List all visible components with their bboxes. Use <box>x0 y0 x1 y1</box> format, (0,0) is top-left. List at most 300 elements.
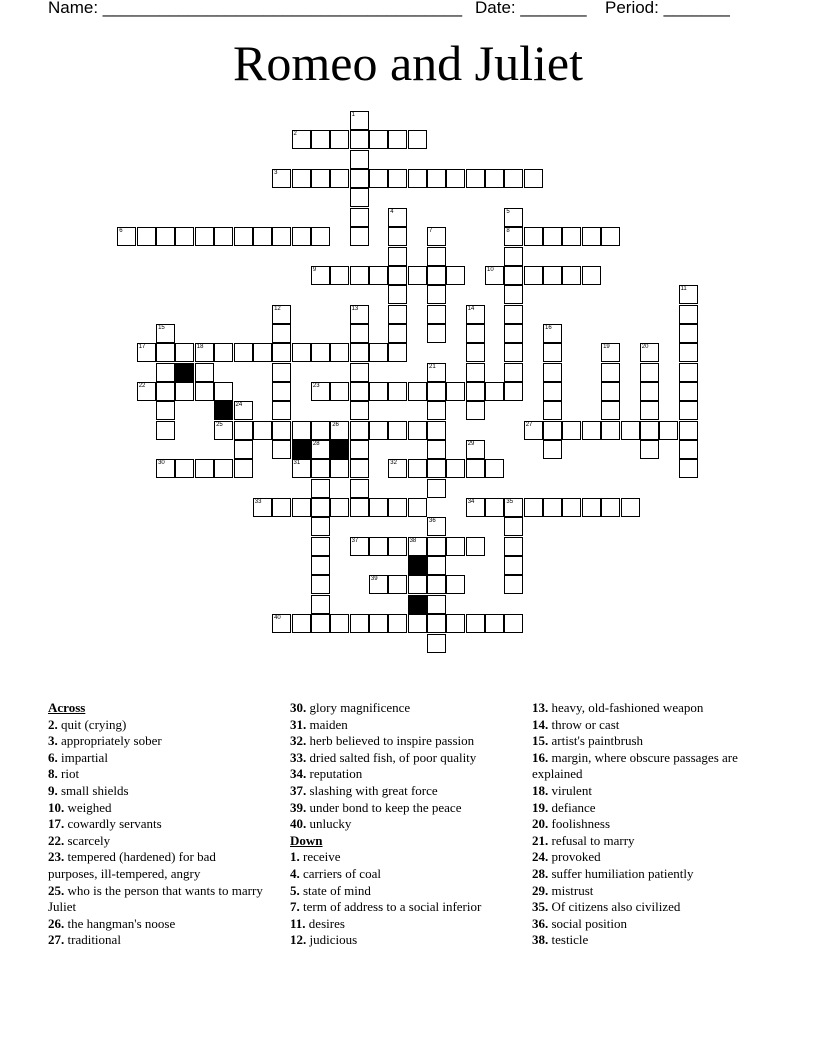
grid-cell[interactable] <box>485 382 504 401</box>
grid-cell[interactable] <box>679 459 698 478</box>
grid-cell[interactable] <box>427 305 446 324</box>
grid-cell[interactable] <box>504 614 523 633</box>
grid-cell[interactable] <box>369 169 388 188</box>
grid-cell[interactable] <box>330 498 349 517</box>
grid-cell[interactable] <box>562 498 581 517</box>
grid-cell[interactable] <box>427 401 446 420</box>
grid-cell[interactable] <box>350 614 369 633</box>
clue-item-text: artist's paintbrush <box>548 733 644 749</box>
grid-cell[interactable] <box>350 498 369 517</box>
clue-item-text: impartial <box>57 749 108 765</box>
grid-cell[interactable] <box>640 421 659 440</box>
grid-cell[interactable] <box>292 459 311 478</box>
grid-cell[interactable] <box>311 130 330 149</box>
grid-cell[interactable] <box>272 421 291 440</box>
grid-cell[interactable] <box>156 382 175 401</box>
grid-cell[interactable] <box>350 305 369 324</box>
grid-cell[interactable] <box>214 227 233 246</box>
grid-cell[interactable] <box>156 227 175 246</box>
grid-cell[interactable] <box>466 305 485 324</box>
clue-item-text: heavy, old-fashioned weapon <box>548 700 704 715</box>
grid-cell[interactable] <box>408 459 427 478</box>
grid-cell[interactable] <box>427 421 446 440</box>
period-field-label[interactable]: Period: _______ <box>605 0 730 17</box>
grid-cell[interactable] <box>253 227 272 246</box>
clue-column-2 <box>290 700 515 949</box>
clue-item-number: 22. <box>48 832 65 848</box>
clue-item-number: 33. <box>290 749 307 765</box>
clue-number: 13 <box>351 305 359 312</box>
grid-cell[interactable] <box>388 382 407 401</box>
grid-cell[interactable] <box>272 401 291 420</box>
grid-cell[interactable] <box>214 459 233 478</box>
grid-cell[interactable] <box>156 324 175 343</box>
grid-cell[interactable] <box>330 343 349 362</box>
grid-cell[interactable] <box>388 266 407 285</box>
grid-cell[interactable] <box>253 343 272 362</box>
grid-cell[interactable] <box>350 363 369 382</box>
grid-cell[interactable] <box>311 537 330 556</box>
grid-cell[interactable] <box>543 324 562 343</box>
grid-cell[interactable] <box>156 363 175 382</box>
grid-cell[interactable] <box>292 614 311 633</box>
grid-cell[interactable] <box>466 324 485 343</box>
grid-cell[interactable] <box>272 305 291 324</box>
name-field-label[interactable]: Name: ______________________________________ <box>48 0 463 17</box>
clue-item-number: 27. <box>48 932 65 948</box>
grid-cell[interactable] <box>543 227 562 246</box>
grid-cell[interactable] <box>272 498 291 517</box>
grid-cell[interactable] <box>195 459 214 478</box>
clue-item-number: 23. <box>48 849 65 865</box>
grid-cell[interactable] <box>466 498 485 517</box>
grid-cell[interactable] <box>543 498 562 517</box>
grid-cell[interactable] <box>369 266 388 285</box>
grid-cell[interactable] <box>640 382 659 401</box>
clue-item-number: 3. <box>48 733 58 749</box>
grid-cell[interactable] <box>350 343 369 362</box>
grid-cell[interactable] <box>601 343 620 362</box>
grid-cell[interactable] <box>562 227 581 246</box>
grid-cell[interactable] <box>640 343 659 362</box>
grid-cell[interactable] <box>350 459 369 478</box>
clue-item <box>48 750 268 767</box>
grid-cell[interactable] <box>582 227 601 246</box>
grid-cell[interactable] <box>311 614 330 633</box>
clue-item-text: who is the person that wants to marry Juliet <box>48 882 263 915</box>
grid-cell[interactable] <box>350 440 369 459</box>
grid-cell[interactable] <box>466 343 485 362</box>
grid-cell[interactable] <box>330 130 349 149</box>
grid-cell[interactable] <box>504 285 523 304</box>
grid-cell[interactable] <box>272 324 291 343</box>
grid-cell[interactable] <box>679 363 698 382</box>
clue-item-text: traditional <box>64 932 121 948</box>
grid-cell[interactable] <box>427 266 446 285</box>
grid-cell[interactable] <box>679 421 698 440</box>
grid-cell[interactable] <box>427 595 446 614</box>
grid-cell[interactable] <box>311 595 330 614</box>
grid-cell[interactable] <box>350 324 369 343</box>
grid-cell[interactable] <box>408 169 427 188</box>
grid-cell[interactable] <box>350 266 369 285</box>
grid-cell[interactable] <box>504 169 523 188</box>
grid-cell[interactable] <box>427 556 446 575</box>
grid-cell[interactable] <box>330 169 349 188</box>
grid-cell[interactable] <box>311 440 330 459</box>
grid-cell[interactable] <box>582 421 601 440</box>
grid-cell[interactable] <box>504 537 523 556</box>
grid-cell[interactable] <box>195 382 214 401</box>
clue-item-text: the hangman's noose <box>64 915 176 931</box>
grid-cell[interactable] <box>272 227 291 246</box>
grid-cell[interactable] <box>601 401 620 420</box>
clue-item <box>48 816 268 833</box>
clue-number: 12 <box>274 305 281 312</box>
grid-cell[interactable] <box>234 227 253 246</box>
grid-cell[interactable] <box>156 343 175 362</box>
grid-cell[interactable] <box>388 305 407 324</box>
grid-cell[interactable] <box>137 227 156 246</box>
grid-cell[interactable] <box>234 440 253 459</box>
grid-cell[interactable] <box>427 363 446 382</box>
grid-cell[interactable] <box>311 498 330 517</box>
grid-cell[interactable] <box>601 363 620 382</box>
grid-cell[interactable] <box>292 130 311 149</box>
grid-cell[interactable] <box>408 421 427 440</box>
clue-item-number: 37. <box>290 782 307 798</box>
clue-item <box>532 916 772 933</box>
grid-cell[interactable] <box>388 169 407 188</box>
grid-cell[interactable] <box>562 421 581 440</box>
clue-number: 22 <box>138 382 146 389</box>
grid-cell[interactable] <box>388 537 407 556</box>
grid-cell[interactable] <box>311 479 330 498</box>
grid-cell[interactable] <box>175 382 194 401</box>
clue-number: 28 <box>312 441 320 447</box>
grid-cell[interactable] <box>446 614 465 633</box>
grid-cell[interactable] <box>466 614 485 633</box>
grid-cell[interactable] <box>427 575 446 594</box>
grid-cell[interactable] <box>562 266 581 285</box>
grid-cell[interactable] <box>543 363 562 382</box>
grid-cell[interactable] <box>504 498 523 517</box>
grid-cell[interactable] <box>175 459 194 478</box>
grid-cell[interactable] <box>388 575 407 594</box>
grid-cell[interactable] <box>311 227 330 246</box>
clue-item-text: term of address to a social inferior <box>299 899 482 915</box>
grid-cell[interactable] <box>427 537 446 556</box>
grid-cell[interactable] <box>679 343 698 362</box>
grid-cell[interactable] <box>427 285 446 304</box>
grid-cell[interactable] <box>292 169 311 188</box>
grid-cell[interactable] <box>524 421 543 440</box>
grid-cell[interactable] <box>292 421 311 440</box>
clue-item-number: 31. <box>290 716 307 732</box>
clue-item-number: 12. <box>290 932 307 948</box>
grid-cell[interactable] <box>504 208 523 227</box>
grid-cell[interactable] <box>408 266 427 285</box>
clue-item-text: provoked <box>548 849 601 865</box>
grid-cell[interactable] <box>117 227 136 246</box>
grid-cell[interactable] <box>350 111 369 130</box>
grid-cell[interactable] <box>427 634 446 653</box>
grid-cell[interactable] <box>272 382 291 401</box>
grid-cell[interactable] <box>272 363 291 382</box>
grid-cell[interactable] <box>640 401 659 420</box>
grid-cell[interactable] <box>408 498 427 517</box>
grid-cell[interactable] <box>466 363 485 382</box>
grid-cell[interactable] <box>330 421 349 440</box>
grid-cell[interactable] <box>156 421 175 440</box>
clue-item <box>48 717 268 734</box>
grid-cell[interactable] <box>524 498 543 517</box>
grid-cell[interactable] <box>214 343 233 362</box>
grid-cell[interactable] <box>427 614 446 633</box>
grid-cell[interactable] <box>214 421 233 440</box>
black-square <box>175 363 194 382</box>
grid-cell[interactable] <box>388 614 407 633</box>
grid-cell[interactable] <box>504 343 523 362</box>
grid-cell[interactable] <box>369 575 388 594</box>
grid-cell[interactable] <box>388 227 407 246</box>
clue-item-text: cowardly servants <box>64 816 162 832</box>
grid-cell[interactable] <box>311 421 330 440</box>
grid-cell[interactable] <box>427 459 446 478</box>
clue-item-number: 5. <box>290 882 300 898</box>
grid-cell[interactable] <box>195 343 214 362</box>
grid-cell[interactable] <box>582 498 601 517</box>
grid-cell[interactable] <box>311 517 330 536</box>
grid-cell[interactable] <box>311 459 330 478</box>
grid-cell[interactable] <box>330 382 349 401</box>
grid-cell[interactable] <box>504 363 523 382</box>
grid-cell[interactable] <box>234 401 253 420</box>
grid-cell[interactable] <box>504 575 523 594</box>
grid-cell[interactable] <box>504 227 523 246</box>
grid-cell[interactable] <box>408 130 427 149</box>
grid-cell[interactable] <box>388 459 407 478</box>
grid-cell[interactable] <box>504 556 523 575</box>
grid-cell[interactable] <box>504 382 523 401</box>
grid-cell[interactable] <box>504 517 523 536</box>
grid-cell[interactable] <box>485 169 504 188</box>
grid-cell[interactable] <box>388 285 407 304</box>
grid-cell[interactable] <box>137 382 156 401</box>
grid-cell[interactable] <box>234 343 253 362</box>
grid-cell[interactable] <box>253 498 272 517</box>
grid-cell[interactable] <box>466 169 485 188</box>
grid-cell[interactable] <box>659 421 678 440</box>
grid-cell[interactable] <box>427 169 446 188</box>
grid-cell[interactable] <box>640 440 659 459</box>
clue-number: 14 <box>467 305 475 312</box>
grid-cell[interactable] <box>427 517 446 536</box>
grid-cell[interactable] <box>582 266 601 285</box>
grid-cell[interactable] <box>311 343 330 362</box>
grid-cell[interactable] <box>272 169 291 188</box>
grid-cell[interactable] <box>427 324 446 343</box>
grid-cell[interactable] <box>234 421 253 440</box>
grid-cell[interactable] <box>446 266 465 285</box>
grid-cell[interactable] <box>446 537 465 556</box>
grid-cell[interactable] <box>311 266 330 285</box>
date-field-label[interactable]: Date: _______ <box>475 0 587 17</box>
grid-cell[interactable] <box>369 382 388 401</box>
grid-cell[interactable] <box>601 421 620 440</box>
grid-cell[interactable] <box>369 343 388 362</box>
grid-cell[interactable] <box>679 401 698 420</box>
grid-cell[interactable] <box>369 498 388 517</box>
grid-cell[interactable] <box>175 343 194 362</box>
grid-cell[interactable] <box>388 324 407 343</box>
grid-cell[interactable] <box>427 479 446 498</box>
grid-cell[interactable] <box>350 188 369 207</box>
grid-cell[interactable] <box>234 459 253 478</box>
grid-cell[interactable] <box>504 266 523 285</box>
grid-cell[interactable] <box>350 208 369 227</box>
grid-cell[interactable] <box>408 614 427 633</box>
grid-cell[interactable] <box>427 382 446 401</box>
grid-cell[interactable] <box>466 440 485 459</box>
grid-cell[interactable] <box>311 169 330 188</box>
clue-number: 39 <box>370 576 378 583</box>
grid-cell[interactable] <box>272 343 291 362</box>
grid-cell[interactable] <box>466 537 485 556</box>
grid-cell[interactable] <box>369 614 388 633</box>
clue-item-text: maiden <box>306 716 348 732</box>
grid-cell[interactable] <box>601 382 620 401</box>
grid-cell[interactable] <box>388 208 407 227</box>
clue-number: 15 <box>158 324 165 331</box>
grid-cell[interactable] <box>350 169 369 188</box>
clue-item-text: riot <box>57 766 80 782</box>
grid-cell[interactable] <box>350 479 369 498</box>
grid-cell[interactable] <box>640 363 659 382</box>
grid-cell[interactable] <box>427 440 446 459</box>
grid-cell[interactable] <box>272 440 291 459</box>
grid-cell[interactable] <box>543 343 562 362</box>
grid-cell[interactable] <box>524 227 543 246</box>
grid-cell[interactable] <box>504 247 523 266</box>
grid-cell[interactable] <box>543 440 562 459</box>
grid-cell[interactable] <box>621 498 640 517</box>
grid-cell[interactable] <box>427 247 446 266</box>
grid-cell[interactable] <box>156 401 175 420</box>
grid-cell[interactable] <box>350 130 369 149</box>
clue-number: 16 <box>545 324 552 331</box>
grid-cell[interactable] <box>679 382 698 401</box>
grid-cell[interactable] <box>543 382 562 401</box>
grid-cell[interactable] <box>504 305 523 324</box>
grid-cell[interactable] <box>621 421 640 440</box>
clue-item-number: 10. <box>48 799 65 815</box>
grid-cell[interactable] <box>292 343 311 362</box>
grid-cell[interactable] <box>175 227 194 246</box>
grid-cell[interactable] <box>446 169 465 188</box>
grid-cell[interactable] <box>601 498 620 517</box>
grid-cell[interactable] <box>543 421 562 440</box>
grid-cell[interactable] <box>214 382 233 401</box>
clue-number: 18 <box>196 344 204 351</box>
clue-item-text: dried salted fish, of poor quality <box>306 749 477 765</box>
grid-cell[interactable] <box>408 575 427 594</box>
grid-cell[interactable] <box>369 537 388 556</box>
grid-cell[interactable] <box>350 401 369 420</box>
grid-cell[interactable] <box>330 614 349 633</box>
grid-cell[interactable] <box>446 575 465 594</box>
grid-cell[interactable] <box>388 498 407 517</box>
clue-number: 20 <box>641 344 649 351</box>
grid-cell[interactable] <box>485 498 504 517</box>
grid-cell[interactable] <box>679 285 698 304</box>
grid-cell[interactable] <box>408 537 427 556</box>
grid-cell[interactable] <box>466 459 485 478</box>
grid-cell[interactable] <box>350 150 369 169</box>
grid-cell[interactable] <box>311 575 330 594</box>
grid-cell[interactable] <box>350 227 369 246</box>
clue-number: 23 <box>312 382 320 389</box>
grid-cell[interactable] <box>330 266 349 285</box>
grid-cell[interactable] <box>679 324 698 343</box>
grid-cell[interactable] <box>292 227 311 246</box>
grid-cell[interactable] <box>543 266 562 285</box>
clue-number: 10 <box>487 266 494 273</box>
grid-cell[interactable] <box>195 227 214 246</box>
grid-cell[interactable] <box>253 421 272 440</box>
grid-cell[interactable] <box>388 247 407 266</box>
grid-cell[interactable] <box>369 130 388 149</box>
grid-cell[interactable] <box>350 382 369 401</box>
grid-cell[interactable] <box>466 382 485 401</box>
clue-number: 11 <box>680 286 687 293</box>
grid-cell[interactable] <box>446 459 465 478</box>
grid-cell[interactable] <box>524 169 543 188</box>
clue-column-3 <box>532 700 772 949</box>
grid-cell[interactable] <box>350 421 369 440</box>
clue-item-text: desires <box>305 915 345 931</box>
grid-cell[interactable] <box>446 382 465 401</box>
grid-cell[interactable] <box>485 614 504 633</box>
clue-item-number: 25. <box>48 882 65 898</box>
grid-cell[interactable] <box>485 266 504 285</box>
grid-cell[interactable] <box>350 537 369 556</box>
grid-cell[interactable] <box>156 459 175 478</box>
grid-cell[interactable] <box>679 440 698 459</box>
grid-cell[interactable] <box>272 614 291 633</box>
grid-cell[interactable] <box>195 363 214 382</box>
grid-cell[interactable] <box>408 382 427 401</box>
grid-cell[interactable] <box>388 130 407 149</box>
clue-item-text: weighed <box>64 799 112 815</box>
grid-cell[interactable] <box>524 266 543 285</box>
grid-cell[interactable] <box>292 498 311 517</box>
grid-cell[interactable] <box>466 401 485 420</box>
grid-cell[interactable] <box>543 401 562 420</box>
grid-cell[interactable] <box>369 421 388 440</box>
grid-cell[interactable] <box>311 382 330 401</box>
grid-cell[interactable] <box>388 421 407 440</box>
grid-cell[interactable] <box>485 459 504 478</box>
grid-cell[interactable] <box>330 459 349 478</box>
grid-cell[interactable] <box>388 343 407 362</box>
grid-cell[interactable] <box>679 305 698 324</box>
grid-cell[interactable] <box>137 343 156 362</box>
grid-cell[interactable] <box>504 324 523 343</box>
grid-cell[interactable] <box>311 556 330 575</box>
grid-cell[interactable] <box>427 227 446 246</box>
grid-cell[interactable] <box>601 227 620 246</box>
